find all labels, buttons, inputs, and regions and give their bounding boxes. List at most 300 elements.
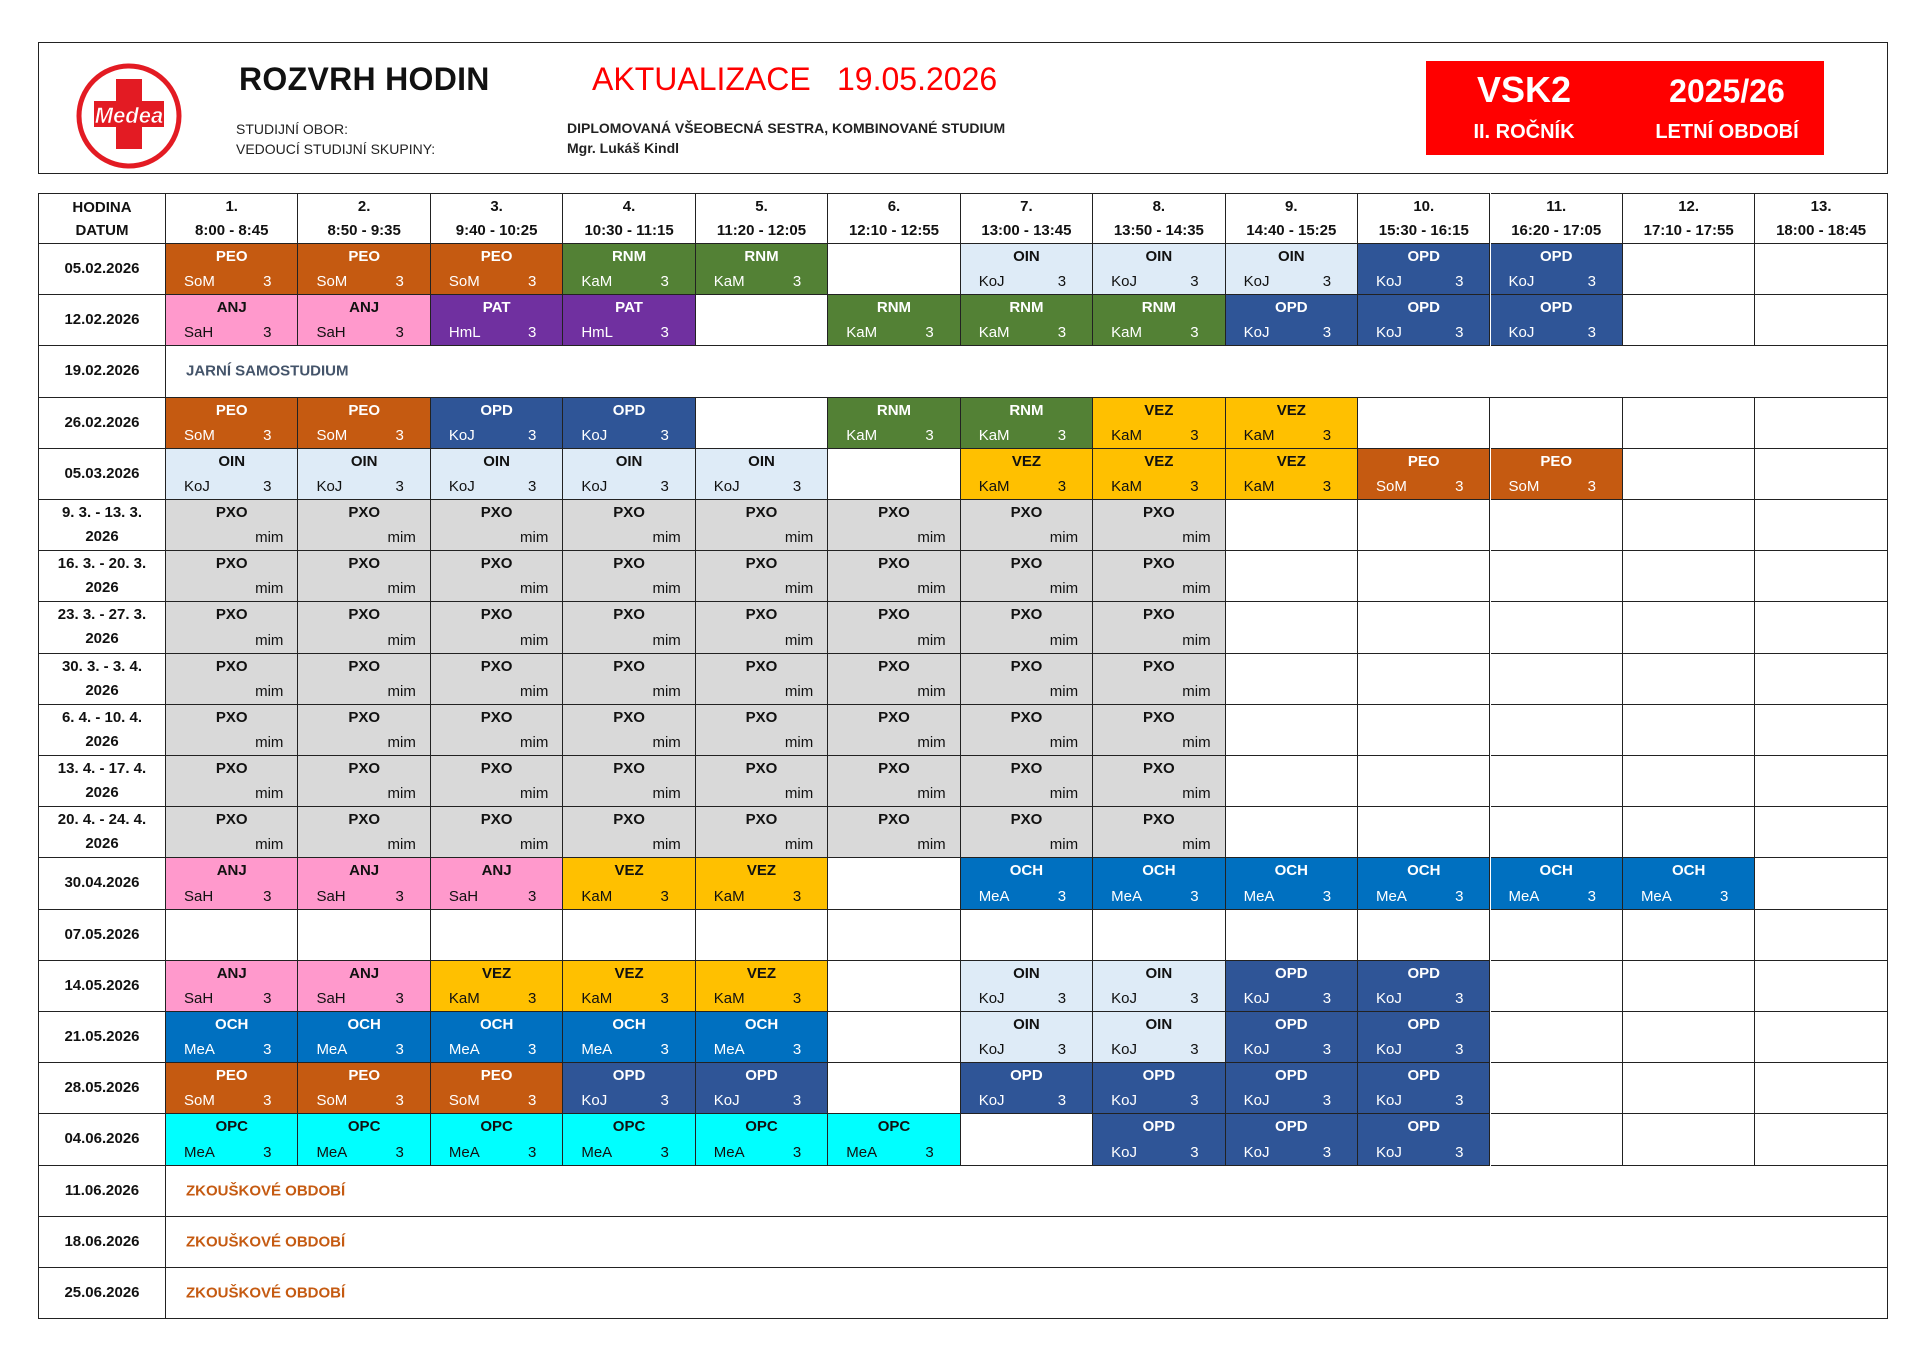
lesson-cell[interactable]: [298, 398, 430, 449]
lesson-cell[interactable]: [1226, 244, 1358, 295]
lesson-cell[interactable]: [166, 551, 298, 602]
empty-cell: [1623, 705, 1755, 756]
empty-cell: [1358, 602, 1490, 653]
lesson-cell[interactable]: [431, 807, 563, 858]
row-date: [38, 1217, 166, 1268]
corner-label-hour: HODINA: [72, 199, 132, 216]
subject-code: OPD: [1275, 1067, 1308, 1085]
lesson-cell[interactable]: [431, 551, 563, 602]
lesson-cell[interactable]: [961, 449, 1093, 500]
subject-code: PXO: [745, 657, 778, 675]
lesson-cell[interactable]: [961, 602, 1093, 653]
lesson-cell[interactable]: [166, 500, 298, 551]
hour-count: 3: [263, 989, 272, 1007]
teacher-code: mim: [1049, 785, 1079, 803]
subject-code: PXO: [613, 555, 645, 573]
lesson-cell[interactable]: [166, 1012, 298, 1063]
lesson-cell[interactable]: [828, 500, 960, 551]
lesson-cell[interactable]: [298, 449, 430, 500]
teacher-code: mim: [652, 631, 681, 649]
lesson-cell[interactable]: [696, 1114, 828, 1165]
lesson-cell[interactable]: [1093, 500, 1225, 551]
lesson-cell[interactable]: [298, 756, 430, 807]
lesson-cell[interactable]: [696, 705, 828, 756]
lesson-cell[interactable]: [166, 1114, 298, 1165]
lesson-cell[interactable]: [431, 295, 563, 346]
lesson-cell[interactable]: [563, 1114, 695, 1165]
lesson-cell[interactable]: [1226, 961, 1358, 1012]
date-year: 2026: [85, 630, 119, 648]
lesson-cell[interactable]: [1093, 1012, 1225, 1063]
lesson-cell[interactable]: [1093, 398, 1225, 449]
row-date: [38, 756, 166, 807]
lesson-cell[interactable]: [563, 295, 695, 346]
empty-cell: [1358, 705, 1490, 756]
teacher-code: mim: [652, 580, 681, 598]
lesson-cell[interactable]: [961, 295, 1093, 346]
lesson-cell[interactable]: [563, 807, 695, 858]
hour-count: 3: [395, 1041, 404, 1059]
lesson-cell[interactable]: [1358, 1114, 1490, 1165]
lesson-cell[interactable]: [1093, 244, 1225, 295]
lesson-cell[interactable]: [1491, 858, 1623, 909]
lesson-cell[interactable]: [1491, 295, 1623, 346]
hour-count: 3: [792, 1041, 802, 1059]
lesson-cell[interactable]: [696, 961, 828, 1012]
lesson-cell[interactable]: [961, 961, 1093, 1012]
subject-code: PEO: [1540, 452, 1573, 470]
lesson-cell[interactable]: [696, 807, 828, 858]
lesson-cell[interactable]: [1226, 1114, 1358, 1165]
lesson-cell[interactable]: [961, 398, 1093, 449]
lesson-cell[interactable]: [431, 705, 563, 756]
lesson-cell[interactable]: [961, 807, 1093, 858]
lesson-cell[interactable]: [563, 1063, 695, 1114]
lesson-cell[interactable]: [1093, 858, 1225, 909]
lesson-cell[interactable]: [431, 1012, 563, 1063]
lesson-cell[interactable]: [166, 705, 298, 756]
teacher-code: mim: [652, 733, 681, 751]
lesson-cell[interactable]: [563, 398, 695, 449]
period-number: 4.: [622, 198, 636, 215]
lesson-cell[interactable]: [166, 398, 298, 449]
subject-code: OPD: [1142, 1118, 1176, 1136]
lesson-cell[interactable]: [298, 1012, 430, 1063]
teacher-code: KaM: [1111, 477, 1142, 495]
lesson-cell[interactable]: [1491, 449, 1623, 500]
hour-count: 3: [1322, 477, 1332, 495]
lesson-cell[interactable]: [431, 858, 563, 909]
teacher-code: KoJ: [1376, 1092, 1402, 1110]
empty-cell: [1491, 705, 1623, 756]
lesson-cell[interactable]: [696, 654, 828, 705]
lesson-cell[interactable]: [696, 756, 828, 807]
subject-code: PEO: [215, 401, 248, 419]
subject-code: PXO: [745, 811, 778, 829]
teacher-code: mim: [917, 733, 946, 751]
subject-code: PXO: [613, 504, 645, 521]
teacher-code: KaM: [1243, 477, 1275, 495]
date-line: 12.02.2026: [64, 311, 140, 329]
hour-count: 3: [1455, 273, 1464, 291]
hour-count: 3: [1057, 1092, 1067, 1110]
lesson-cell[interactable]: [431, 1114, 563, 1165]
hour-count: 3: [1190, 477, 1199, 495]
subject-code: PXO: [1143, 657, 1175, 675]
subject-code: OIN: [1145, 248, 1173, 265]
subject-code: PXO: [745, 606, 778, 624]
subject-code: PEO: [480, 248, 513, 265]
subject-code: OPD: [1010, 1067, 1043, 1085]
date-label: [39, 1127, 165, 1151]
lesson-cell[interactable]: [563, 551, 695, 602]
lesson-cell[interactable]: [1226, 1063, 1358, 1114]
hour-count: 3: [527, 1092, 537, 1110]
lesson-cell[interactable]: [563, 1012, 695, 1063]
lesson-cell[interactable]: [298, 654, 430, 705]
teacher-code: mim: [1182, 631, 1211, 649]
lesson-cell[interactable]: [961, 1063, 1093, 1114]
lesson-cell[interactable]: [961, 500, 1093, 551]
lesson-cell[interactable]: [828, 602, 960, 653]
teacher-code: KaM: [846, 426, 878, 444]
lesson-cell[interactable]: [1358, 295, 1490, 346]
lesson-cell[interactable]: [563, 449, 695, 500]
lesson-cell[interactable]: [1093, 705, 1225, 756]
period-header-9: [1226, 193, 1358, 244]
lesson-cell[interactable]: [696, 1012, 828, 1063]
lesson-cell[interactable]: [1093, 602, 1225, 653]
subject-code: PXO: [745, 504, 778, 521]
lesson-cell[interactable]: [166, 602, 298, 653]
lesson-cell[interactable]: [298, 244, 430, 295]
subject-code: PXO: [613, 657, 645, 675]
date-label: [39, 1179, 165, 1203]
hour-count: 3: [1322, 887, 1332, 905]
lesson-cell[interactable]: [166, 449, 298, 500]
teacher-code: SoM: [316, 273, 348, 291]
subject-code: OIN: [1013, 248, 1040, 265]
lesson-cell[interactable]: [431, 1063, 563, 1114]
update-date: 19.05.2026: [837, 61, 998, 97]
subject-code: VEZ: [1144, 452, 1174, 470]
lesson-cell[interactable]: [1226, 449, 1358, 500]
lesson-cell[interactable]: [298, 602, 430, 653]
lesson-cell[interactable]: [166, 1063, 298, 1114]
lesson-cell[interactable]: [1358, 858, 1490, 909]
teacher-code: SaH: [316, 989, 346, 1007]
hour-count: 3: [1190, 1143, 1199, 1161]
hour-count: 3: [1057, 1041, 1067, 1059]
lesson-cell[interactable]: [1623, 858, 1755, 909]
lesson-cell[interactable]: [431, 398, 563, 449]
lesson-cell[interactable]: [1491, 244, 1623, 295]
lesson-cell[interactable]: [563, 500, 695, 551]
subject-code: OPD: [1407, 964, 1441, 982]
subject-code: PXO: [878, 760, 910, 777]
lesson-cell[interactable]: [828, 398, 960, 449]
empty-cell: [1491, 398, 1623, 449]
hour-count: 3: [527, 989, 537, 1007]
teacher-code: KaM: [713, 273, 745, 291]
teacher-code: KoJ: [713, 1092, 740, 1110]
subject-code: ANJ: [216, 299, 247, 317]
empty-cell: [1491, 1012, 1623, 1063]
lesson-cell[interactable]: [1093, 1114, 1225, 1165]
lesson-cell[interactable]: [298, 858, 430, 909]
hour-count: 3: [660, 324, 669, 342]
lesson-cell[interactable]: [431, 654, 563, 705]
row-date: [38, 1063, 166, 1114]
empty-cell: [828, 449, 960, 500]
lesson-cell[interactable]: [696, 244, 828, 295]
lesson-cell[interactable]: [1093, 961, 1225, 1012]
hour-count: 3: [1057, 273, 1067, 291]
teacher-code: HmL: [581, 324, 614, 342]
lesson-cell[interactable]: [563, 602, 695, 653]
lesson-cell[interactable]: [961, 858, 1093, 909]
lesson-cell[interactable]: [431, 961, 563, 1012]
lesson-cell[interactable]: [563, 756, 695, 807]
lesson-cell[interactable]: [166, 961, 298, 1012]
date-line: 23. 3. - 27. 3.: [57, 606, 147, 624]
subject-code: ANJ: [349, 299, 380, 317]
subject-code: PXO: [1143, 504, 1175, 521]
hour-count: 3: [660, 1143, 669, 1161]
subject-code: OPD: [612, 401, 646, 419]
lesson-cell[interactable]: [563, 705, 695, 756]
lesson-cell[interactable]: [166, 244, 298, 295]
lesson-cell[interactable]: [828, 1114, 960, 1165]
date-line: 16. 3. - 20. 3.: [57, 555, 147, 573]
date-line: 6. 4. - 10. 4.: [61, 708, 143, 726]
teacher-code: KaM: [846, 324, 878, 342]
teacher-code: mim: [652, 682, 681, 700]
date-label: [39, 923, 165, 947]
subject-code: PXO: [1143, 760, 1175, 777]
subject-code: OCH: [479, 1016, 514, 1033]
subject-code: PAT: [482, 299, 511, 317]
teacher-code: KaM: [713, 887, 745, 905]
row-date: [38, 244, 166, 295]
hour-count: 3: [1322, 1041, 1332, 1059]
lesson-cell[interactable]: [1093, 807, 1225, 858]
lesson-cell[interactable]: [298, 551, 430, 602]
hour-count: 3: [1190, 273, 1199, 291]
lesson-cell[interactable]: [1093, 756, 1225, 807]
lesson-cell[interactable]: [298, 705, 430, 756]
row-date: [38, 910, 166, 961]
lesson-cell[interactable]: [298, 500, 430, 551]
lesson-cell[interactable]: [563, 654, 695, 705]
subject-code: OCH: [347, 1016, 381, 1033]
empty-cell: [1623, 1114, 1755, 1165]
lesson-cell[interactable]: [696, 602, 828, 653]
lesson-cell[interactable]: [961, 1012, 1093, 1063]
hour-count: 3: [1057, 989, 1067, 1007]
medea-logo-icon: [74, 61, 184, 171]
lesson-cell[interactable]: [166, 756, 298, 807]
lesson-cell[interactable]: [961, 244, 1093, 295]
lesson-cell[interactable]: [298, 295, 430, 346]
lesson-cell[interactable]: [1226, 858, 1358, 909]
lesson-cell[interactable]: [1358, 1012, 1490, 1063]
subject-code: OIN: [1277, 248, 1305, 265]
empty-cell: [828, 244, 960, 295]
date-line: 9. 3. - 13. 3.: [61, 504, 143, 522]
empty-cell: [961, 1114, 1093, 1165]
row-date: [38, 654, 166, 705]
lesson-cell[interactable]: [828, 551, 960, 602]
subject-code: OIN: [1145, 964, 1173, 982]
subject-code: PXO: [215, 504, 248, 521]
period-header-12: [1623, 193, 1755, 244]
lesson-cell[interactable]: [298, 1114, 430, 1165]
lesson-cell[interactable]: [431, 500, 563, 551]
teacher-code: MeA: [581, 1041, 613, 1059]
update-label: AKTUALIZACE: [592, 61, 811, 97]
teacher-code: KoJ: [1111, 273, 1137, 291]
empty-cell: [298, 910, 430, 961]
hour-count: 3: [395, 1143, 404, 1161]
teacher-code: mim: [255, 580, 284, 598]
teacher-code: KoJ: [1111, 1041, 1137, 1059]
date-label: [39, 411, 165, 435]
subject-code: PXO: [480, 606, 513, 624]
period-number: 1.: [225, 198, 238, 215]
lesson-cell[interactable]: [166, 654, 298, 705]
lesson-cell[interactable]: [961, 705, 1093, 756]
hour-count: 3: [1455, 1143, 1464, 1161]
lesson-cell[interactable]: [828, 705, 960, 756]
empty-cell: [1623, 398, 1755, 449]
lesson-cell[interactable]: [431, 449, 563, 500]
subject-code: PXO: [348, 606, 380, 624]
lesson-cell[interactable]: [696, 449, 828, 500]
lesson-cell[interactable]: [1093, 1063, 1225, 1114]
lesson-cell[interactable]: [431, 756, 563, 807]
lesson-cell[interactable]: [166, 858, 298, 909]
date-label: [39, 603, 165, 651]
teacher-code: SoM: [1508, 477, 1540, 495]
leader-label: VEDOUCÍ STUDIJNÍ SKUPINY:: [236, 141, 436, 157]
subject-code: PXO: [613, 760, 645, 777]
lesson-cell[interactable]: [696, 500, 828, 551]
lesson-cell[interactable]: [1358, 244, 1490, 295]
lesson-cell[interactable]: [961, 654, 1093, 705]
lesson-cell[interactable]: [1093, 551, 1225, 602]
lesson-cell[interactable]: [1226, 295, 1358, 346]
teacher-code: KaM: [978, 477, 1010, 495]
teacher-code: KaM: [1111, 426, 1142, 444]
teacher-code: mim: [917, 580, 946, 598]
lesson-cell[interactable]: [828, 654, 960, 705]
empty-cell: [1755, 756, 1887, 807]
empty-cell: [1358, 551, 1490, 602]
subject-code: OPC: [480, 1118, 513, 1136]
period-number: 3.: [490, 198, 503, 215]
empty-cell: [1226, 500, 1358, 551]
subject-code: PXO: [878, 811, 910, 829]
subject-code: OPC: [877, 1118, 911, 1136]
lesson-cell[interactable]: [696, 858, 828, 909]
lesson-cell[interactable]: [1226, 398, 1358, 449]
teacher-code: KoJ: [1376, 273, 1402, 291]
lesson-cell[interactable]: [1093, 295, 1225, 346]
lesson-cell[interactable]: [166, 807, 298, 858]
lesson-cell[interactable]: [431, 602, 563, 653]
lesson-cell[interactable]: [563, 858, 695, 909]
lesson-cell[interactable]: [828, 807, 960, 858]
subject-code: OPD: [1142, 1067, 1176, 1085]
subject-code: OPC: [215, 1118, 248, 1136]
lesson-cell[interactable]: [1093, 449, 1225, 500]
teacher-code: HmL: [448, 324, 481, 342]
hour-count: 3: [660, 989, 669, 1007]
date-label: [39, 1281, 165, 1305]
lesson-cell[interactable]: [431, 244, 563, 295]
lesson-cell[interactable]: [828, 295, 960, 346]
hour-count: 3: [660, 426, 669, 444]
subject-code: ANJ: [481, 862, 512, 880]
hour-count: 3: [263, 273, 272, 291]
empty-cell: [1226, 756, 1358, 807]
teacher-code: mim: [387, 682, 416, 700]
hour-count: 3: [395, 273, 404, 291]
empty-cell: [1623, 295, 1755, 346]
lesson-cell[interactable]: [166, 295, 298, 346]
teacher-code: mim: [784, 785, 814, 803]
lesson-cell[interactable]: [961, 551, 1093, 602]
lesson-cell[interactable]: [298, 961, 430, 1012]
subject-code: OIN: [1145, 1016, 1173, 1033]
subject-code: RNM: [876, 299, 912, 317]
subject-code: PXO: [878, 708, 910, 726]
teacher-code: mim: [1182, 529, 1211, 547]
subject-code: OCH: [1539, 862, 1573, 880]
lesson-cell[interactable]: [298, 1063, 430, 1114]
lesson-cell[interactable]: [563, 244, 695, 295]
teacher-code: mim: [387, 836, 416, 854]
period-time: 13:50 - 14:35: [1113, 222, 1204, 239]
lesson-cell[interactable]: [961, 756, 1093, 807]
period-time: 12:10 - 12:55: [848, 222, 939, 239]
period-header-11: [1491, 193, 1623, 244]
teacher-code: mim: [1049, 631, 1079, 649]
lesson-cell[interactable]: [1093, 654, 1225, 705]
lesson-cell[interactable]: [828, 756, 960, 807]
teacher-code: KoJ: [448, 477, 475, 495]
lesson-cell[interactable]: [1358, 961, 1490, 1012]
date-label: [39, 706, 165, 754]
subject-code: VEZ: [614, 862, 644, 880]
date-year: 2026: [85, 835, 119, 853]
row-note: [166, 1268, 1888, 1319]
lesson-cell[interactable]: [1358, 449, 1490, 500]
empty-cell: [1755, 244, 1887, 295]
date-year: 2026: [85, 681, 119, 699]
lesson-cell[interactable]: [1358, 1063, 1490, 1114]
empty-cell: [828, 1012, 960, 1063]
lesson-cell[interactable]: [563, 961, 695, 1012]
lesson-cell[interactable]: [1226, 1012, 1358, 1063]
teacher-code: mim: [652, 785, 681, 803]
teacher-code: MeA: [1243, 887, 1275, 905]
subject-code: RNM: [1141, 299, 1176, 317]
lesson-cell[interactable]: [696, 1063, 828, 1114]
lesson-cell[interactable]: [298, 807, 430, 858]
lesson-cell[interactable]: [696, 551, 828, 602]
